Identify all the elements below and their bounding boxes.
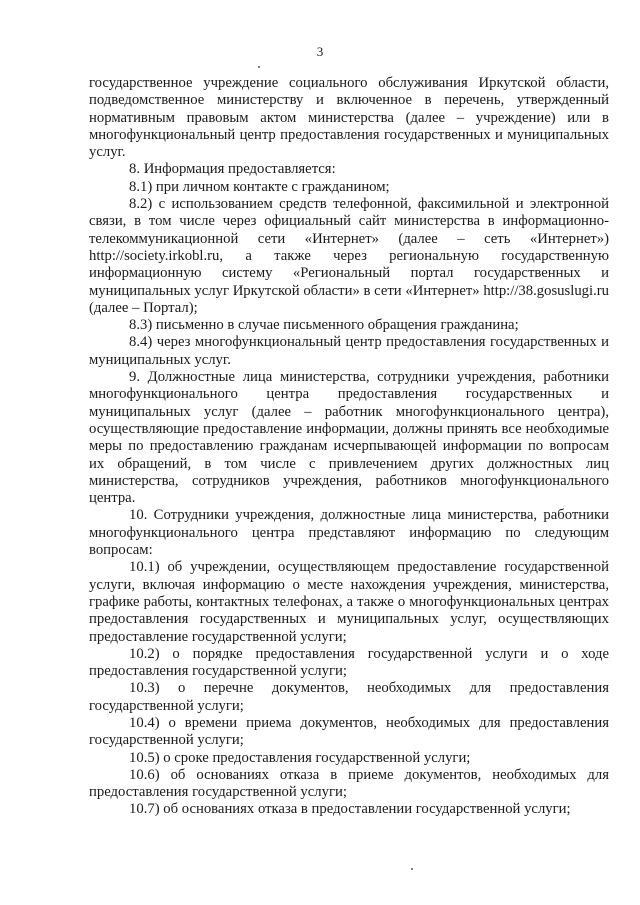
paragraph-item-8-2: 8.2) с использованием средств телефонной, факсимильной и электронной связи, в том числе через официальный сайт министерства в информационно-телекоммуникационной сети «Интернет» (далее – сеть «Интернет») http://society.irkobl.ru, а также через региональную государственную информационную систему «Региональный портал государственных и муниципальных услуг Иркутской области» в сети «Интернет» http://38.gosuslugi.ru (далее – Портал); bbox=[89, 196, 609, 316]
scan-speck bbox=[258, 66, 260, 68]
paragraph-item-8-3: 8.3) письменно в случае письменного обращения гражданина; bbox=[129, 317, 519, 334]
paragraph-continuation: государственное учреждение социального обслуживания Иркутской области, подведомственное министерству и включенное в перечень, утвержденный нормативным правовым актом министерства (далее – учреждение) или в многофункциональный центр предоставления государственных и муниципальных услуг. bbox=[89, 75, 609, 161]
paragraph-item-8-4: 8.4) через многофункциональный центр предоставления государственных и муниципальных услуг. bbox=[89, 334, 609, 368]
document-body bbox=[89, 75, 609, 819]
paragraph-item-10: 10. Сотрудники учреждения, должностные лица министерства, работники многофункционального центра представляют информацию по следующим вопросам: bbox=[89, 507, 609, 559]
paragraph-item-8: 8. Информация предоставляется: bbox=[129, 161, 336, 178]
paragraph-item-10-5: 10.5) о сроке предоставления государственной услуги; bbox=[129, 749, 471, 766]
paragraph-item-10-6: 10.6) об основаниях отказа в приеме документов, необходимых для предоставления государственной услуги; bbox=[89, 766, 609, 801]
paragraph-item-10-3: 10.3) о перечне документов, необходимых для предоставления государственной услуги; bbox=[89, 680, 609, 714]
paragraph-item-10-7: 10.7) об основаниях отказа в предоставлении государственной услуги; bbox=[129, 801, 571, 818]
page-number: 3 bbox=[316, 44, 324, 59]
paragraph-item-10-1: 10.1) об учреждении, осуществляющем предоставление государственной услуги, включая информацию о месте нахождения учреждения, министерства, графике работы, контактных телефонах, а также о многофункциональных центрах предоставления государственных и муниципальных услуг, осуществляющих предоставление государственной услуги; bbox=[89, 559, 609, 645]
paragraph-item-10-2: 10.2) о порядке предоставления государственной услуги и о ходе предоставления государственной услуги; bbox=[89, 645, 609, 680]
paragraph-item-8-1: 8.1) при личном контакте с гражданином; bbox=[129, 178, 390, 195]
paragraph-item-10-4: 10.4) о времени приема документов, необходимых для предоставления государственной услуги; bbox=[89, 714, 609, 749]
scan-speck bbox=[411, 868, 413, 870]
paragraph-item-9: 9. Должностные лица министерства, сотрудники учреждения, работники многофункционального центра предоставления государственных и муниципальных услуг (далее – работник многофункционального центра), осуществляющие предоставление информации, должны принять все необходимые меры по предоставлению гражданам исчерпывающей информации по вопросам их обращений, в том числе с привлечением других должностных лиц министерства, сотрудников учреждения, работников многофункционального центра. bbox=[89, 369, 609, 507]
